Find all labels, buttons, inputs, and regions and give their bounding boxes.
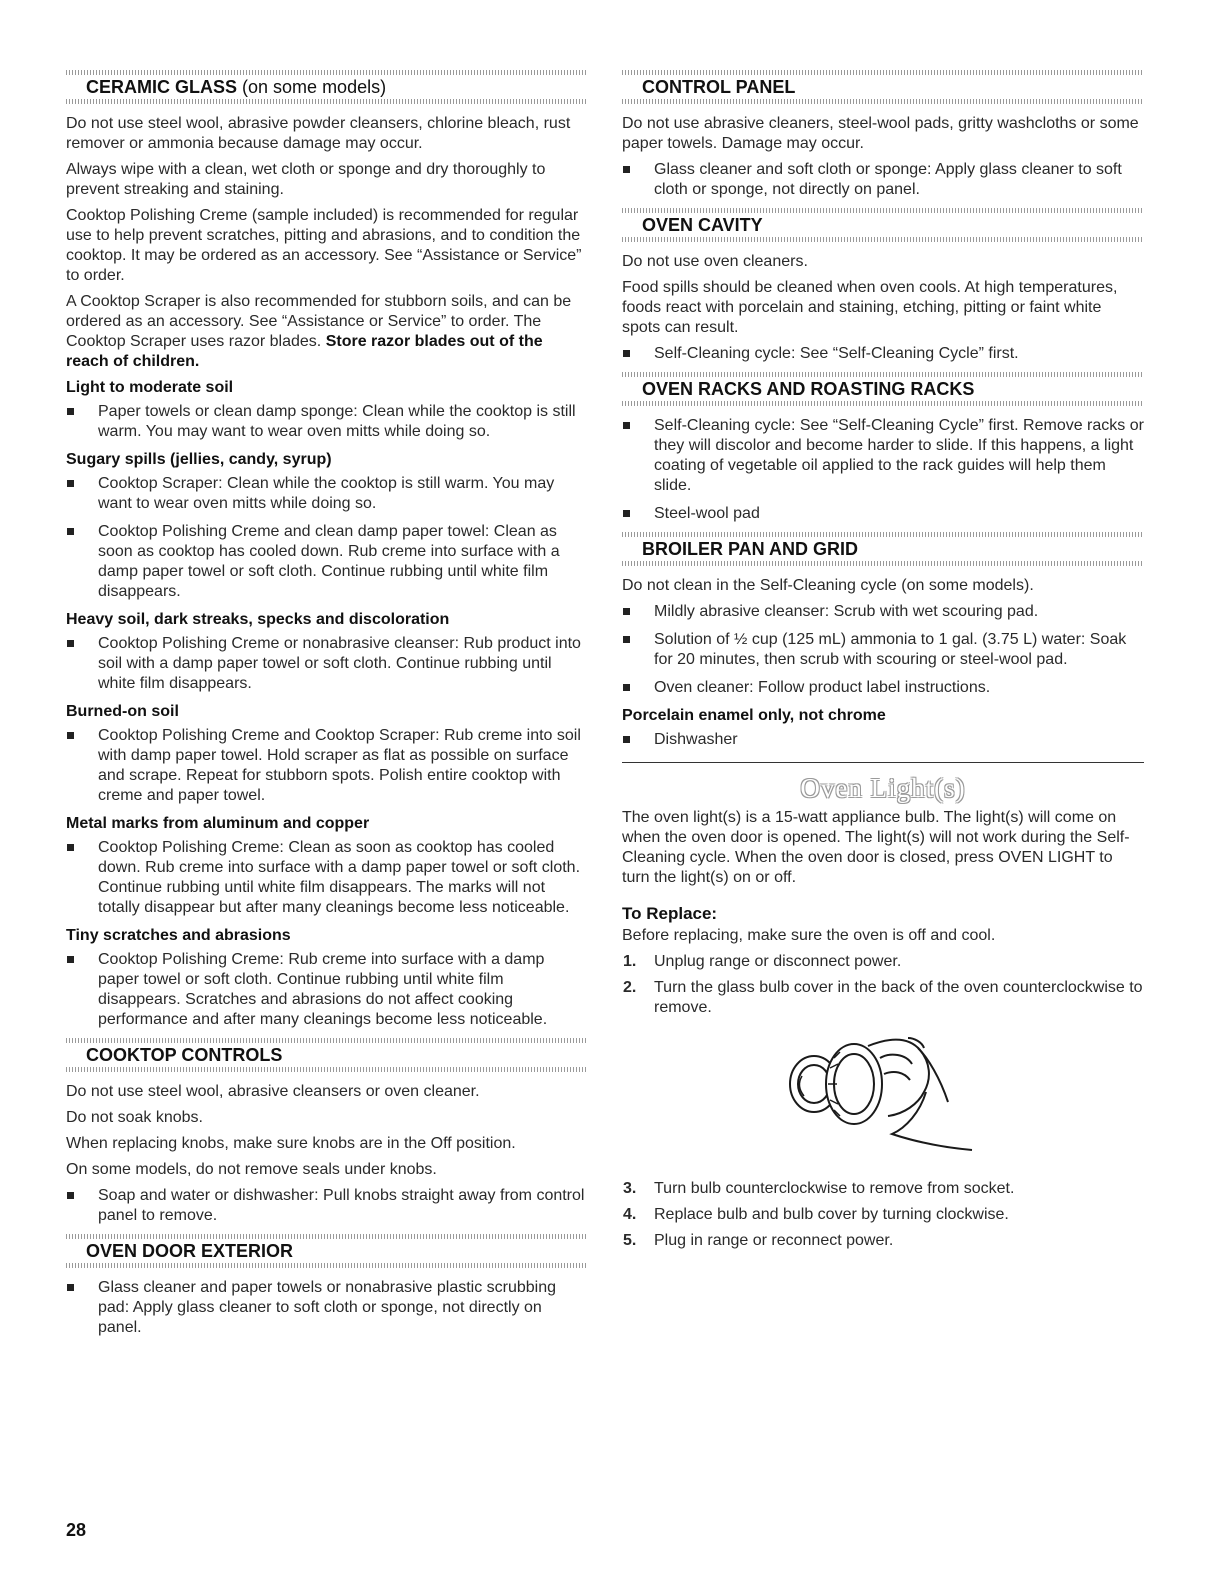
- light-soil-list: [66, 402, 588, 442]
- ceramic-p4: [66, 292, 588, 372]
- list-item: Oven cleaner: Follow product label instructions.: [622, 678, 1144, 698]
- panel-list: [622, 160, 1144, 200]
- list-item: [622, 1231, 1144, 1251]
- list-item: Solution of ½ cup (125 mL) ammonia to 1 gal. (3.75 L) water: Soak for 20 minutes, then scrub with scouring or steel-wool pad.: [622, 630, 1144, 670]
- tiny-scratches-heading: Tiny scratches and abrasions: [66, 927, 291, 944]
- step-text: Turn the glass bulb cover in the back of the oven counterclockwise to remove.: [654, 979, 1143, 1016]
- oven-cavity-header: [622, 208, 1144, 242]
- step-text: Replace bulb and bulb cover by turning clockwise.: [654, 1206, 1009, 1223]
- broiler-header: [622, 532, 1144, 566]
- step-number: 3.: [623, 1180, 637, 1197]
- list-item: Glass cleaner and soft cloth or sponge: Apply glass cleaner to soft cloth or sponge, not directly on panel.: [622, 160, 1144, 200]
- ceramic-p4-text: A Cooktop Scraper is also recommended for stubborn soils, and can be ordered as an accessory. See “Assistance or Service” to order. The Cooktop Scraper uses razor blades.: [66, 293, 572, 350]
- oven-cavity-section: [622, 208, 1144, 364]
- step-number: 5.: [623, 1232, 637, 1249]
- list-item: Dishwasher: [622, 730, 1144, 750]
- cooktop-controls-section: [66, 1038, 588, 1226]
- step-number: 1.: [623, 953, 637, 970]
- bulb-cover-illustration: [622, 1028, 1144, 1168]
- light-soil-heading: Light to moderate soil: [66, 379, 234, 396]
- list-item: Cooktop Polishing Creme or nonabrasive cleanser: Rub product into soil with a damp paper towel or soft cloth. Continue rubbing until white film disappears.: [66, 634, 588, 694]
- panel-p1: Do not use abrasive cleaners, steel-wool pads, gritty washcloths or some paper towels. Damage may occur.: [622, 115, 1139, 152]
- to-replace-intro: Before replacing, make sure the oven is off and cool.: [622, 927, 996, 944]
- page-number: 28: [66, 1520, 87, 1540]
- porcelain-list: [622, 730, 1144, 750]
- oven-racks-header: [622, 372, 1144, 406]
- racks-list: [622, 416, 1144, 524]
- controls-p2: Do not soak knobs.: [66, 1109, 203, 1126]
- broiler-title: BROILER PAN AND GRID: [642, 539, 858, 559]
- list-item: [622, 978, 1144, 1018]
- controls-p4: On some models, do not remove seals under knobs.: [66, 1161, 437, 1178]
- control-panel-header: [622, 70, 1144, 104]
- ceramic-p4-warning: Store razor blades out of the reach of children.: [66, 333, 543, 370]
- ceramic-p1: Do not use steel wool, abrasive powder cleansers, chlorine bleach, rust remover or ammonia because damage may occur.: [66, 115, 571, 152]
- porcelain-heading: Porcelain enamel only, not chrome: [622, 707, 886, 724]
- list-item: Mildly abrasive cleanser: Scrub with wet scouring pad.: [622, 602, 1144, 622]
- right-column: [622, 70, 1144, 1257]
- oven-door-header: [66, 1234, 588, 1268]
- step-number: 2.: [623, 979, 637, 996]
- ceramic-glass-section: [66, 70, 588, 1030]
- list-item: [622, 952, 1144, 972]
- cooktop-controls-header: [66, 1038, 588, 1072]
- oven-door-title: OVEN DOOR EXTERIOR: [86, 1241, 294, 1261]
- oven-door-section: [66, 1234, 588, 1338]
- list-item: Steel-wool pad: [622, 504, 1144, 524]
- replace-steps-a: [622, 952, 1144, 1018]
- step-number: 4.: [623, 1206, 637, 1223]
- ceramic-p3: Cooktop Polishing Creme (sample included) is recommended for regular use to help prevent scratches, pitting and abrasions, and to condition the cooktop. It may be ordered as an accessory. See “Assistance or Service” to order.: [66, 207, 582, 284]
- ceramic-glass-title-suffix: (on some models): [242, 77, 387, 97]
- oven-racks-section: [622, 372, 1144, 524]
- list-item: Self-Cleaning cycle: See “Self-Cleaning Cycle” first.: [622, 344, 1144, 364]
- heavy-soil-list: [66, 634, 588, 694]
- broiler-list: [622, 602, 1144, 698]
- step-text: Plug in range or reconnect power.: [654, 1232, 894, 1249]
- sugary-spills-list: [66, 474, 588, 602]
- ceramic-glass-header: [66, 70, 588, 104]
- step-text: Unplug range or disconnect power.: [654, 953, 902, 970]
- controls-list: [66, 1186, 588, 1226]
- list-item: Paper towels or clean damp sponge: Clean while the cooktop is still warm. You may want to wear oven mitts while doing so.: [66, 402, 588, 442]
- list-item: Cooktop Polishing Creme and clean damp paper towel: Clean as soon as cooktop has cooled down. Rub creme into surface with a damp paper towel or soft cloth. Continue rubbing until white film disappears.: [66, 522, 588, 602]
- oven-cavity-title: OVEN CAVITY: [642, 215, 763, 235]
- controls-p1: Do not use steel wool, abrasive cleansers or oven cleaner.: [66, 1083, 480, 1100]
- to-replace-heading: To Replace:: [622, 904, 718, 923]
- cooktop-controls-title: COOKTOP CONTROLS: [86, 1045, 283, 1065]
- list-item: Cooktop Polishing Creme: Rub creme into surface with a damp paper towel or soft cloth. Continue rubbing until white film disappears. Scratches and abrasions do not affect cooking performance and after many cleanings become less noticeable.: [66, 950, 588, 1030]
- heavy-soil-heading: Heavy soil, dark streaks, specks and discoloration: [66, 611, 450, 628]
- broiler-p1: Do not clean in the Self-Cleaning cycle (on some models).: [622, 577, 1034, 594]
- oven-racks-title: OVEN RACKS AND ROASTING RACKS: [642, 379, 975, 399]
- control-panel-title: CONTROL PANEL: [642, 77, 796, 97]
- sugary-spills-heading: Sugary spills (jellies, candy, syrup): [66, 451, 332, 468]
- metal-marks-list: [66, 838, 588, 918]
- ceramic-glass-title-text: CERAMIC GLASS: [86, 77, 238, 97]
- ceramic-p2: Always wipe with a clean, wet cloth or sponge and dry thoroughly to prevent streaking and staining.: [66, 161, 546, 198]
- burned-soil-list: [66, 726, 588, 806]
- list-item: Self-Cleaning cycle: See “Self-Cleaning Cycle” first. Remove racks or they will discolor and become harder to slide. If this happens, a light coating of vegetable oil applied to the rack guides will help them slide.: [622, 416, 1144, 496]
- cavity-p2: Food spills should be cleaned when oven cools. At high temperatures, foods react with porcelain and staining, etching, pitting or faint white spots can result.: [622, 279, 1118, 336]
- list-item: Cooktop Polishing Creme and Cooktop Scraper: Rub creme into soil with damp paper towel. Hold scraper as flat as possible on surface and scrape. Repeat for stubborn spots. Polish entire cooktop with creme and paper towel.: [66, 726, 588, 806]
- list-item: Cooktop Polishing Creme: Clean as soon as cooktop has cooled down. Rub creme into surface with a damp paper towel or soft cloth. Continue rubbing until white film disappears. The marks will not totally disappear but after many cleanings become less noticeable.: [66, 838, 588, 918]
- door-list: [66, 1278, 588, 1338]
- broiler-section: [622, 532, 1144, 750]
- section-divider: [622, 762, 1144, 763]
- list-item: Glass cleaner and paper towels or nonabrasive plastic scrubbing pad: Apply glass cleaner to soft cloth or sponge, not directly on panel.: [66, 1278, 588, 1338]
- tiny-scratches-list: [66, 950, 588, 1030]
- list-item: [622, 1205, 1144, 1225]
- controls-p3: When replacing knobs, make sure knobs are in the Off position.: [66, 1135, 516, 1152]
- control-panel-section: [622, 70, 1144, 200]
- burned-soil-heading: Burned-on soil: [66, 703, 179, 720]
- step-text: Turn bulb counterclockwise to remove from socket.: [654, 1180, 1015, 1197]
- cavity-list: [622, 344, 1144, 364]
- ceramic-glass-title: [86, 77, 386, 97]
- metal-marks-heading: Metal marks from aluminum and copper: [66, 815, 370, 832]
- list-item: Soap and water or dishwasher: Pull knobs straight away from control panel to remove.: [66, 1186, 588, 1226]
- list-item: [622, 1179, 1144, 1199]
- list-item: Cooktop Scraper: Clean while the cooktop is still warm. You may want to wear oven mitts while doing so.: [66, 474, 588, 514]
- replace-steps-b: [622, 1179, 1144, 1251]
- oven-lights-p1: The oven light(s) is a 15-watt appliance bulb. The light(s) will come on when the oven door is opened. The light(s) will not work during the Self-Cleaning cycle. When the oven door is closed, press OVEN LIGHT to turn the light(s) on or off.: [622, 809, 1130, 886]
- left-column: [66, 70, 588, 1346]
- oven-lights-title: Oven Light(s): [800, 773, 966, 803]
- cavity-p1: Do not use oven cleaners.: [622, 253, 808, 270]
